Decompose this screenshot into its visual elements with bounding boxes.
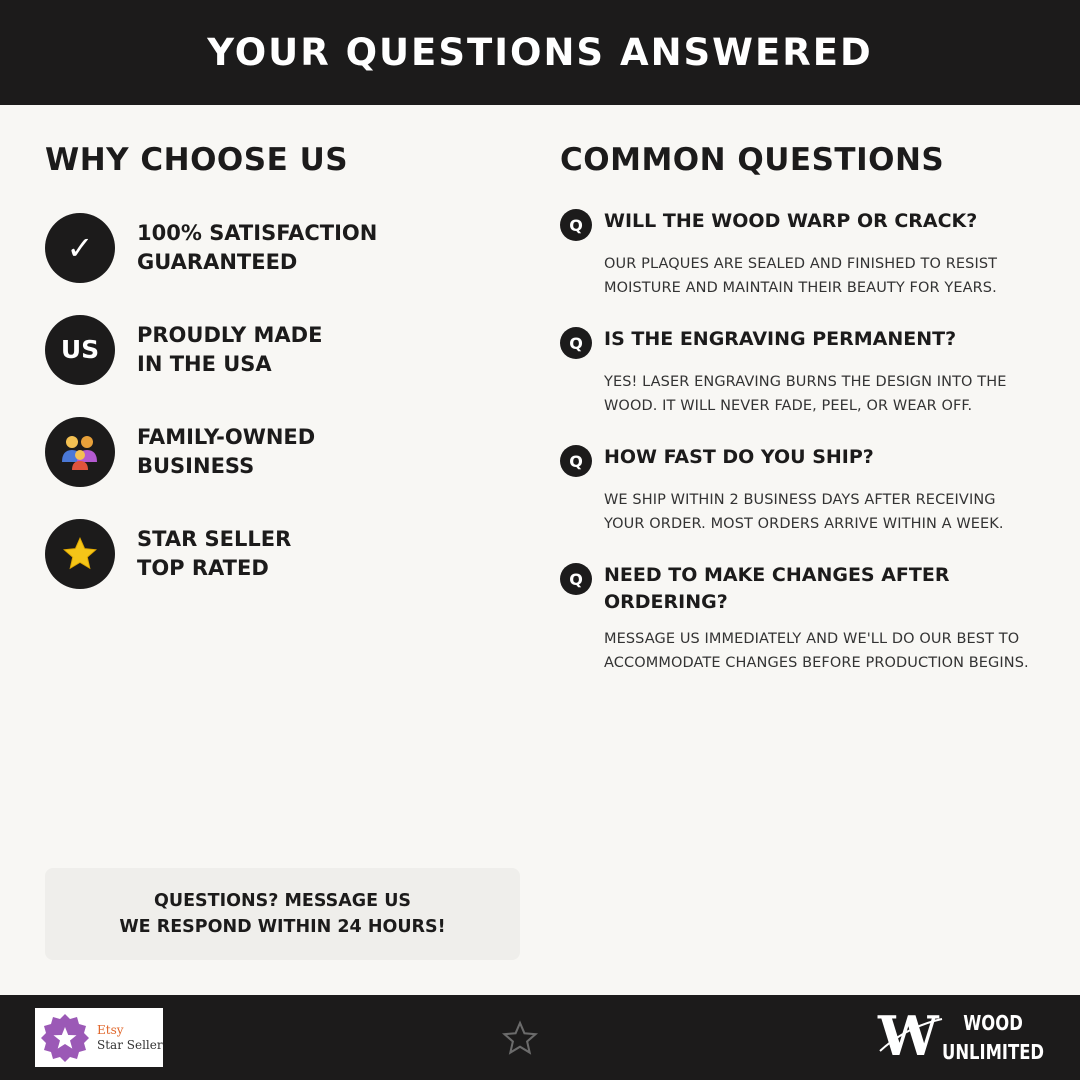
reason-item bbox=[45, 518, 520, 589]
question-badge-icon: Q bbox=[560, 563, 592, 595]
reason-label: STAR SELLER TOP RATED bbox=[137, 526, 292, 580]
question-badge-icon: Q bbox=[560, 209, 592, 241]
faq-question: IS THE ENGRAVING PERMANENT? bbox=[604, 328, 957, 350]
faq-answer: WE SHIP WITHIN 2 BUSINESS DAYS AFTER RECEIVING YOUR ORDER. MOST ORDERS ARRIVE WITHIN A WEEK. bbox=[604, 492, 1004, 532]
message-us-callout bbox=[45, 868, 520, 960]
faq-answer: OUR PLAQUES ARE SEALED AND FINISHED TO RESIST MOISTURE AND MAINTAIN THEIR BEAUTY FOR YEARS. bbox=[604, 256, 998, 296]
reason-label: 100% SATISFACTION GUARANTEED bbox=[137, 220, 378, 274]
wood-unlimited-logo bbox=[876, 1005, 1056, 1069]
etsy-seal-icon bbox=[37, 1010, 93, 1066]
faq-item bbox=[560, 444, 1040, 536]
faq-item bbox=[560, 326, 1040, 418]
page-title: YOUR QUESTIONS ANSWERED bbox=[207, 31, 873, 74]
faq-question: HOW FAST DO YOU SHIP? bbox=[604, 446, 874, 468]
family-icon bbox=[45, 417, 115, 487]
brand-line-2: UNLIMITED bbox=[942, 1040, 1045, 1064]
question-badge-icon: Q bbox=[560, 445, 592, 477]
faq-question: WILL THE WOOD WARP OR CRACK? bbox=[604, 210, 978, 232]
faq-list bbox=[560, 208, 1040, 675]
reason-item bbox=[45, 416, 520, 487]
reasons-list bbox=[45, 212, 520, 589]
usa-badge-icon: US bbox=[45, 315, 115, 385]
etsy-label: Etsy bbox=[97, 1022, 124, 1037]
faq-question: NEED TO MAKE CHANGES AFTER ORDERING? bbox=[604, 564, 950, 613]
why-choose-us-title: WHY CHOOSE US bbox=[45, 142, 349, 178]
reason-item bbox=[45, 212, 520, 283]
star-icon bbox=[45, 519, 115, 589]
common-questions-title: COMMON QUESTIONS bbox=[560, 142, 945, 178]
cta-line-1: QUESTIONS? MESSAGE US bbox=[153, 891, 412, 911]
checkmark-icon: ✓ bbox=[45, 213, 115, 283]
reason-label: PROUDLY MADE IN THE USA bbox=[137, 322, 323, 376]
faq-answer: YES! LASER ENGRAVING BURNS THE DESIGN INTO THE WOOD. IT WILL NEVER FADE, PEEL, OR WEAR OFF. bbox=[604, 374, 1007, 414]
svg-text:W: W bbox=[878, 1005, 939, 1067]
cta-line-2: WE RESPOND WITHIN 24 HOURS! bbox=[119, 917, 446, 937]
common-questions-section bbox=[560, 142, 1040, 701]
star-outline-icon bbox=[501, 1019, 539, 1057]
question-badge-icon: Q bbox=[560, 327, 592, 359]
etsy-star-seller-badge bbox=[35, 1008, 163, 1067]
faq-item bbox=[560, 562, 1040, 675]
faq-answer: MESSAGE US IMMEDIATELY AND WE'LL DO OUR BEST TO ACCOMMODATE CHANGES BEFORE PRODUCTION BEGINS. bbox=[604, 631, 1029, 671]
brand-line-1: WOOD bbox=[963, 1011, 1023, 1035]
why-choose-us-section bbox=[45, 142, 520, 620]
w-monogram-icon bbox=[876, 1005, 946, 1067]
reason-item bbox=[45, 314, 520, 385]
faq-item bbox=[560, 208, 1040, 300]
header-bar bbox=[0, 0, 1080, 105]
star-seller-label: Star Seller bbox=[97, 1037, 163, 1052]
footer-bar bbox=[0, 995, 1080, 1080]
reason-label: FAMILY-OWNED BUSINESS bbox=[137, 424, 316, 478]
